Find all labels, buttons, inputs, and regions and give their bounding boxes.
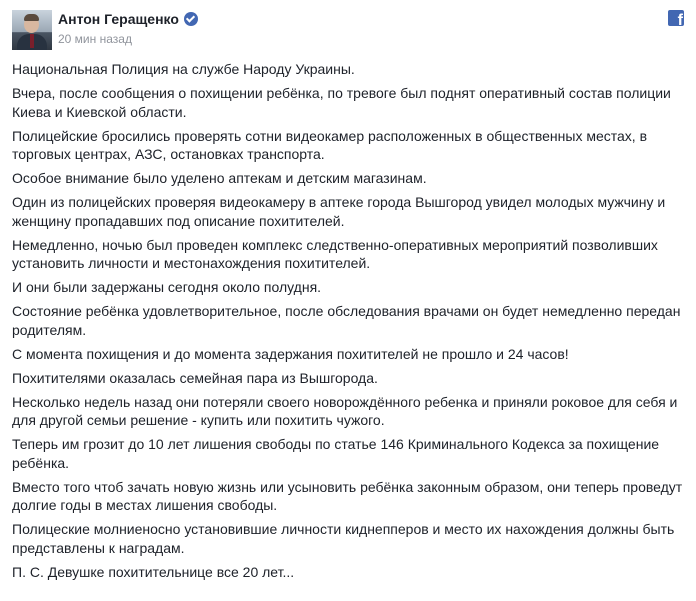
post-paragraph: Немедленно, ночью был проведен комплекс следственно-оперативных мероприятий позволивших установить личности и местонахождения похитителей.: [12, 236, 658, 271]
post-paragraph: Несколько недель назад они потеряли своего новорождённого ребенка и приняли роковое для себя и для другой семьи решение - купить или похитить чужого.: [12, 393, 678, 428]
author-name-link[interactable]: Антон Геращенко: [58, 11, 179, 27]
post-paragraph: Теперь им грозит до 10 лет лишения свободы по статье 146 Криминального Кодекса за похищение ребёнка.: [12, 436, 660, 471]
post-header: [12, 10, 684, 50]
avatar-hair-shape: [24, 14, 39, 21]
post-body: [12, 60, 684, 587]
author-avatar[interactable]: [12, 10, 52, 50]
post-paragraph: С момента похищения и до момента задержания похитителей не прошло и 24 часов!: [12, 345, 569, 362]
avatar-tie-shape: [30, 34, 34, 48]
post-paragraph: И они были задержаны сегодня около полудня.: [12, 279, 322, 295]
verified-badge-icon: [184, 12, 198, 26]
post-paragraph: Состояние ребёнка удовлетворительное, после обследования врачами он будет немедленно передан родителям.: [12, 303, 681, 338]
post-paragraph: Полицейские бросились проверять сотни видеокамер расположенных в общественных местах, в торговых центрах, АЗС, остановках транспорта.: [12, 127, 648, 162]
post-paragraph: Похитителями оказалась семейная пара из Вышгорода.: [12, 369, 378, 386]
post-paragraph: Один из полицейских проверяя видеокамеру в аптеке города Вышгород увидел молодых мужчину и женщину пропадавших под описание похитителей.: [12, 194, 666, 229]
post-paragraph: Полицеские молниеносно установившие личности киднепперов и место их нахождения должны быть представлены к наградам.: [12, 521, 675, 556]
author-name-row: [58, 11, 198, 27]
post-timestamp-link[interactable]: 20 мин назад: [58, 32, 132, 46]
post-paragraph: Вместо того чтоб зачать новую жизнь или усыновить ребёнка законным образом, они теперь проведут долгие годы в местах лишения свободы.: [12, 478, 683, 513]
facebook-logo-icon[interactable]: f: [668, 10, 684, 26]
post-paragraph: Особое внимание было уделено аптекам и детским магазинам.: [12, 170, 427, 186]
post-paragraph: П. С. Девушке похитительнице все 20 лет...: [12, 563, 295, 580]
post-paragraph: Вчера, после сообщения о похищении ребёнка, по тревоге был поднят оперативный состав полиции Киева и Киевской области.: [12, 85, 671, 120]
post-paragraph: Национальная Полиция на службе Народу Украины.: [12, 61, 355, 77]
